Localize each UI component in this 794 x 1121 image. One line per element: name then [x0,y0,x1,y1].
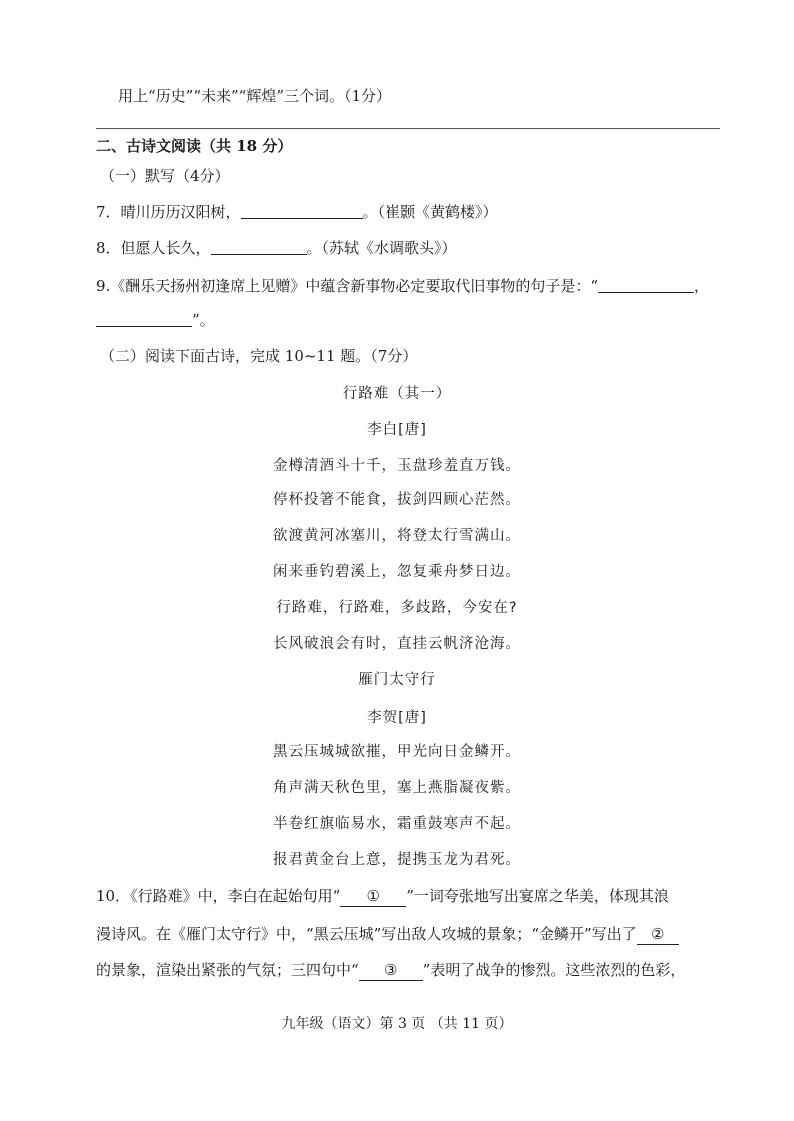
q8-source: 。（苏轼《水调歌头》） [306,239,457,257]
q10-text-b: ”一词夸张地写出宴席之华美，体现其浪 [406,887,669,905]
q10-blank-1[interactable]: ① [340,886,406,907]
q7-text: 7．晴川历历汉阳树， [96,203,241,221]
poem1-line: 闲来垂钓碧溪上，忽复乘舟梦日边。 [273,564,521,580]
q10-blank-3[interactable]: ③ [359,960,423,981]
question-9-line1 [96,276,709,296]
poem1-line: 欲渡黄河冰塞川，将登太行雪满山。 [273,528,521,544]
part1-title: （一）默写（4分） [100,167,230,185]
q9-close: ”。 [192,311,215,329]
q10-blank-2[interactable]: ② [637,924,679,945]
poem2-title: 雁门太守行 [358,672,436,688]
q10-text-a: 10．《行路难》中，李白在起始句用“ [96,887,341,905]
q10-text-d: 的景象，渲染出紧张的气氛；三四句中“ [96,961,359,979]
poem1-line: 长风破浪会有时，直挂云帆济沧海。 [273,636,521,652]
q9-comma: ， [693,277,709,295]
question-10-line2 [96,924,679,945]
question-8 [96,238,457,258]
q7-answer-blank[interactable] [241,202,363,219]
question-10-line1 [96,886,669,907]
q9-text: 9.《酬乐天扬州初逢席上见赠》中蕴含新事物必定要取代旧事物的句子是：“ [96,277,598,295]
poem1-line: 金樽清酒斗十千，玉盘珍羞直万钱。 [273,458,521,474]
section2-title: 二、古诗文阅读（共 18 分） [96,137,293,155]
q8-text: 8．但愿人长久， [96,239,211,257]
poem2-line: 角声满天秋色里，塞上燕脂凝夜紫。 [273,780,521,796]
poem2-author: 李贺[唐] [367,710,427,726]
poem1-title: 行路难（其一） [342,386,452,402]
poem2-line: 报君黄金台上意，提携玉龙为君死。 [273,852,521,868]
q8-answer-blank[interactable] [211,238,307,255]
poem2-line: 黑云压城城欲摧，甲光向日金鳞开。 [273,744,521,760]
q10-text-e: ”表明了战争的惨烈。这些浓烈的色彩， [422,961,686,979]
poem1-author: 李白[唐] [367,422,427,438]
instruction-line: 用上“历史”“未来”“辉煌”三个词。（1分） [118,87,392,105]
poem2-line: 半卷红旗临易水，霜重鼓寒声不起。 [273,816,521,832]
question-9-line2 [96,310,215,330]
question-7 [96,202,498,222]
part2-title: （二）阅读下面古诗，完成 10~11 题。（7分） [100,347,418,365]
q7-source: 。（崔颢《黄鹤楼》） [362,203,498,221]
q9-answer-blank-2[interactable] [96,310,192,327]
poem1-line: 行路难，行路难，多歧路，今安在? [276,600,518,616]
q10-text-c: 漫诗风。在《雁门太守行》中，“黑云压城”写出敌人攻城的景象；“金鳞开”写出了 [96,925,637,943]
q9-answer-blank-1[interactable] [598,276,694,293]
question-10-line3 [96,960,685,981]
page-footer: 九年级（语文）第 3 页 （共 11 页） [281,1016,513,1032]
poem1-line: 停杯投箸不能食，拔剑四顾心茫然。 [273,492,521,508]
section-divider [96,128,720,129]
